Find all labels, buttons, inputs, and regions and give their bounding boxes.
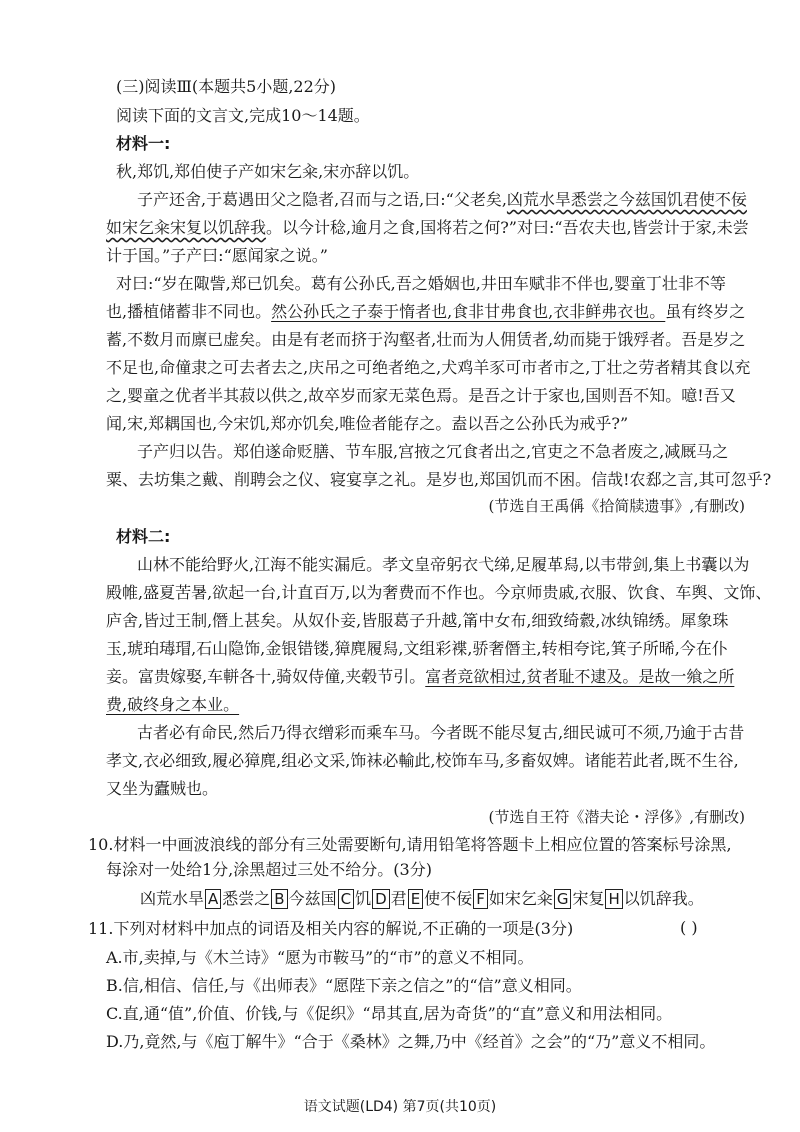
material2-label: 材料二: [116,527,171,546]
material2-source: (节选自王符《潜夫论・浮侈》,有删改) [488,808,745,826]
material2-line: 玉,琥珀瑇瑁,石山隐饰,金银错镂,獐麂履舄,文组彩褋,骄奢僭主,转相夸诧,箕子所晞,今在仆 [106,639,728,658]
option-d: D.乃,竟然,与《庖丁解牛》“合于《桑林》之舞,乃中《经首》之会”的“乃”意义不相同。 [106,1032,716,1051]
wavy-underline-segment: 凶荒水旱悉尝之今兹国饥君使不佞 [506,190,747,209]
option-c: C.直,通“值”,价值、价钱,与《促织》“昂其直,居为奇货”的“直”意义和用法相同。 [106,1004,673,1023]
material2-line: 殿帷,盛夏苦暑,欲起一台,计直百万,以为奢费而不作也。今京师贵戚,衣服、饮食、车舆、文饰、 [106,583,772,602]
material1-line: 粟、去坊集之戴、削聘会之仪、寝宴享之礼。是岁也,郑国饥而不困。信哉!农郄之言,其可忽乎? [106,470,772,489]
material2-line: 庐舍,皆过王制,僭上甚矣。从奴仆妾,皆服葛子升越,筩中女布,细致绮縠,冰纨锦绣。犀象珠 [106,611,729,630]
answer-marker-c[interactable]: C [338,889,354,909]
material1-line: 子产还舍,于葛遇田父之隐者,召而与之语,曰:“父老矣,凶荒水旱悉尝之今兹国饥君使不佞 [137,190,747,209]
material1-line: 秋,郑饥,郑伯使子产如宋乞籴,宋亦辞以饥。 [116,162,420,181]
material2-line: 孝文,衣必细致,履必獐麂,组必文采,饰袜必輸此,校饰车马,多畜奴婢。诸能若此者,既不生谷, [106,751,739,770]
material1-line: 也,播植储蓄非不同也。然公孙氏之子泰于惰者也,食非甘弗食也,衣非鲜弗衣也。虽有终岁之 [106,302,746,321]
answer-marker-e[interactable]: E [408,889,423,909]
material1-line: 蓄,不数月而廪已虚矣。由是有老而挤于沟壑者,壮而为人佣赁者,幼而毙于饿殍者。吾是岁之 [106,330,746,349]
instruction: 阅读下面的文言文,完成10～14题。 [116,106,370,125]
material2-line: 妾。富贵嫁娶,车軿各十,骑奴侍僮,夹毂节引。富者竞欲相过,贫者耻不逮及。是故一飨之所 [106,667,735,686]
material1-line: 对曰:“岁在陬訾,郑已饥矣。葛有公孙氏,吾之婚姻也,井田车赋非不伴也,婴童丁壮非不等 [116,274,726,293]
question-10-stem: 10.材料一中画波浪线的部分有三处需要断句,请用铅笔将答题卡上相应位置的答案标号涂黑, [88,835,732,854]
answer-marker-b[interactable]: B [271,889,287,909]
section-header: (三)阅读Ⅲ(本题共5小题,22分) [116,77,337,96]
underlined-segment: 费,破终身之本业。 [106,695,240,714]
answer-marker-h[interactable]: H [605,889,622,909]
underlined-segment: 富者竞欲相过,贫者耻不逮及。是故一飨之所 [425,667,735,686]
answer-paren[interactable]: ( ) [680,918,698,937]
material2-line [106,694,239,716]
material2-line: 山林不能给野火,江海不能实漏卮。孝文皇帝躬衣弋绨,足履革舄,以韦带剑,集上书囊以为 [137,555,750,574]
answer-marker-a[interactable]: A [205,889,221,909]
underlined-segment: 然公孙氏之子泰于惰者也,食非甘弗食也,衣非鲜弗衣也。 [271,302,666,321]
material1-line: 如宋乞籴宋复以饥辞我。以今计稔,逾月之食,国将若之何?”对曰:“吾农夫也,皆尝计于家,未尝 [106,218,749,237]
material1-source: (节选自王禹偁《拾简牍遗事》,有删改) [488,497,745,515]
page-footer: 语文试题(LD4) 第7页(共10页) [303,1099,497,1115]
material1-line: 子产归以告。郑伯遂命贬膳、节车服,宫掖之冗食者出之,官吏之不急者废之,减厩马之 [137,442,729,461]
answer-marker-f[interactable]: F [473,889,488,909]
material1-line: 之,婴童之优者半其菽以供之,故卒岁而家无菜色焉。是吾之计于家也,国则吾不知。噫!吾又 [106,386,736,405]
option-a: A.市,卖掉,与《木兰诗》“愿为市鞍马”的“市”的意义不相同。 [106,948,534,967]
question-11-stem: 11.下列对材料中加点的词语及相关内容的解说,不正确的一项是(3分) [88,919,574,938]
wavy-underline-segment: 如宋乞籴宋复以饥辞我 [106,218,267,237]
answer-marker-d[interactable]: D [372,889,390,909]
answer-marker-g[interactable]: G [554,889,572,909]
material1-line: 计于国。”子产曰:“愿闻家之说。” [106,246,328,265]
option-b: B.信,相信、信任,与《出师表》“愿陛下亲之信之”的“信”意义相同。 [106,976,582,995]
question-10-answer-choices: 凶荒水旱 A 悉尝之 B 今兹国 C 饥 D 君 E 使不佞 F 如宋乞籴 G 宋复 H 以饥辞我。 [140,889,704,908]
material2-line: 又坐为蠹贼也。 [106,779,219,798]
material2-line: 古者必有命民,然后乃得衣缯彩而乘车马。今者既不能尽复古,细民诚可不须,乃逾于古昔 [137,723,745,742]
question-10-stem-cont: 每涂对一处给1分,涂黑超过三处不给分。(3分) [106,860,432,879]
material1-line: 不足也,命僮隶之可去者去之,庆吊之可绝者绝之,犬鸡羊豕可市者市之,丁壮之劳者精其食以充 [106,358,751,377]
material1-label: 材料一: [116,134,171,153]
material1-line: 闻,宋,郑耦国也,今宋饥,郑亦饥矣,唯俭者能存之。盍以吾之公孙氏为戒乎?” [106,414,629,433]
